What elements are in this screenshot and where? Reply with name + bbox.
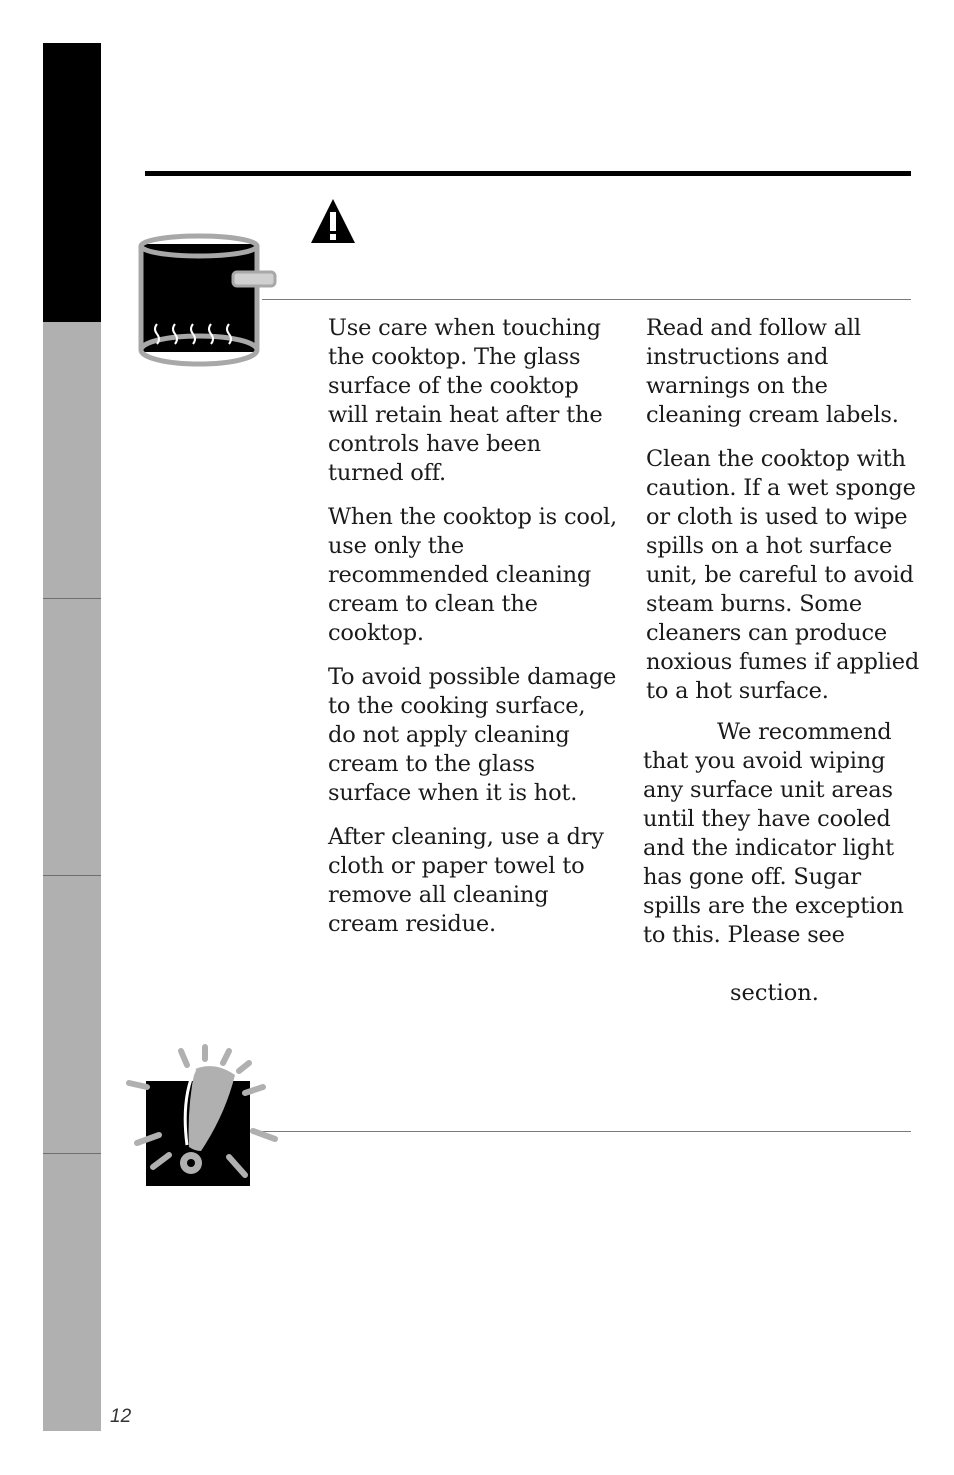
page-number: 12 <box>110 1406 132 1427</box>
paragraph-clean-caution: Clean the cooktop with caution. If a wet sponge or cloth is used to wipe spills on a hot surface unit, be careful to avoid steam burns. Some cleaners can produce noxious fumes if applied to a hot surface. <box>646 446 920 704</box>
paragraph-cool-cleaning: When the cooktop is cool, use only the recommended cleaning cream to clean the cooktop. <box>328 504 617 646</box>
paragraph-avoid-damage: To avoid possible damage to the cooking surface, do not apply cleaning cream to the glass surface when it is hot. <box>328 664 617 806</box>
recommend-line: that you avoid wiping <box>643 748 886 774</box>
recommend-block <box>643 718 923 950</box>
side-tab-strip <box>43 322 101 1431</box>
left-column <box>328 314 618 954</box>
recommend-line: to this. Please see <box>643 922 845 948</box>
paragraph-retain-heat: Use care when touching the cooktop. The glass surface of the cooktop will retain heat after the controls have been turned off. <box>328 315 603 486</box>
warning-divider <box>262 299 911 300</box>
section-reference: section. <box>730 980 819 1006</box>
tab-divider <box>43 598 101 599</box>
paragraph-read-labels: Read and follow all instructions and warnings on the cleaning cream labels. <box>646 315 899 428</box>
tip-divider <box>262 1131 911 1132</box>
right-column <box>646 314 921 721</box>
hot-pot-icon <box>135 232 280 372</box>
recommend-line: spills are the exception <box>643 893 904 919</box>
recommend-line: and the indicator light <box>643 835 894 861</box>
tab-divider <box>43 1153 101 1154</box>
tab-divider <box>43 875 101 876</box>
recommend-line: We recommend <box>717 719 892 745</box>
warning-triangle-icon <box>309 197 357 245</box>
recommend-line: any surface unit areas <box>643 777 893 803</box>
exclamation-burst-icon <box>125 1043 280 1188</box>
recommend-line: has gone off. Sugar <box>643 864 861 890</box>
paragraph-after-cleaning: After cleaning, use a dry cloth or paper towel to remove all cleaning cream residue. <box>328 824 604 937</box>
recommend-line: until they have cooled <box>643 806 891 832</box>
section-rule <box>145 171 911 176</box>
side-tab-active <box>43 43 101 322</box>
